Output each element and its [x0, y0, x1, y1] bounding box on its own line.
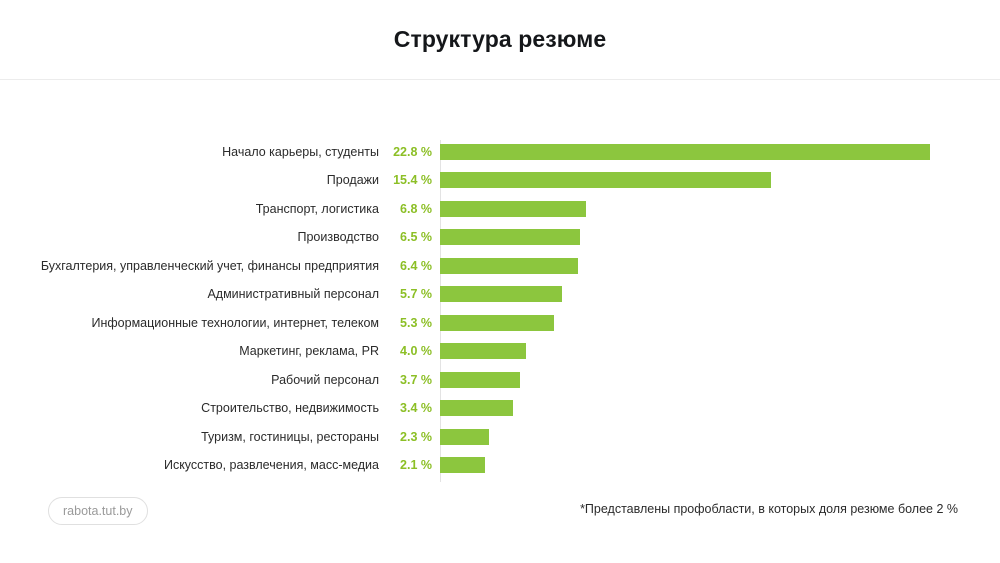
bar-track — [440, 286, 1000, 302]
page-title: Структура резюме — [393, 26, 607, 52]
bar-value-label: 3.7 % — [400, 372, 432, 387]
bar-row — [0, 169, 1000, 192]
bar — [440, 172, 771, 188]
bar-category-label: Рабочий персонал — [271, 372, 379, 387]
bar — [440, 144, 930, 160]
bar-track — [440, 457, 1000, 473]
bar-value-label: 3.4 % — [400, 401, 432, 415]
bar-value-label: 22.8 % — [393, 144, 432, 159]
bar-row — [0, 197, 1000, 220]
bar-category-label: Строительство, недвижимость — [201, 401, 379, 415]
bar-value-label: 6.5 % — [400, 230, 432, 244]
bar-row — [0, 226, 1000, 249]
bar-track — [440, 400, 1000, 416]
bar — [440, 286, 562, 302]
bar-value-label: 6.4 % — [400, 258, 432, 273]
bar — [440, 315, 554, 331]
bar — [440, 429, 489, 445]
bar-track — [440, 201, 1000, 217]
bar-row — [0, 454, 1000, 477]
bar — [440, 229, 580, 245]
bar-chart — [0, 140, 1000, 482]
bar-value-label: 5.3 % — [400, 315, 432, 330]
bar-category-label: Искусство, развлечения, масс-медиа — [163, 458, 379, 472]
bar-value-label: 2.1 % — [400, 458, 432, 472]
chart-footer — [0, 485, 1000, 563]
bar-value-label: 15.4 % — [393, 173, 432, 187]
bar — [440, 372, 520, 388]
bar-row — [0, 397, 1000, 420]
bar — [440, 258, 578, 274]
bar-category-label: Транспорт, логистика — [255, 201, 379, 216]
footnote: *Представлены профобласти, в которых доля резюме более 2 % — [580, 502, 958, 516]
bar-category-label: Туризм, гостиницы, рестораны — [201, 429, 379, 444]
bar-category-label: Маркетинг, реклама, PR — [239, 344, 379, 358]
bar — [440, 457, 485, 473]
bar-category-label: Производство — [297, 230, 379, 244]
bar-category-label: Бухгалтерия, управленческий учет, финансы предприятия — [40, 258, 379, 273]
bar-category-label: Продажи — [326, 173, 379, 187]
bar-row — [0, 140, 1000, 163]
bar-row — [0, 340, 1000, 363]
bar-category-label: Информационные технологии, интернет, телеком — [91, 315, 379, 330]
bar-value-label: 6.8 % — [400, 201, 432, 216]
bar-row — [0, 283, 1000, 306]
bar-value-label: 2.3 % — [400, 429, 432, 444]
bar-track — [440, 229, 1000, 245]
bar-row — [0, 425, 1000, 448]
bar-row — [0, 368, 1000, 391]
bar-category-label: Административный персонал — [207, 287, 379, 301]
bar-row — [0, 254, 1000, 277]
bar — [440, 400, 513, 416]
bar-track — [440, 172, 1000, 188]
bar-track — [440, 372, 1000, 388]
bar-track — [440, 144, 1000, 160]
bar-track — [440, 429, 1000, 445]
source-watermark: rabota.tut.by — [48, 497, 148, 525]
bar-value-label: 5.7 % — [400, 287, 432, 301]
chart-header — [0, 0, 1000, 80]
bar-track — [440, 258, 1000, 274]
bar-track — [440, 315, 1000, 331]
bar-category-label: Начало карьеры, студенты — [222, 144, 379, 159]
bar-track — [440, 343, 1000, 359]
bar — [440, 201, 586, 217]
bar-row — [0, 311, 1000, 334]
bar-rows — [0, 140, 1000, 482]
bar — [440, 343, 526, 359]
bar-value-label: 4.0 % — [400, 344, 432, 358]
